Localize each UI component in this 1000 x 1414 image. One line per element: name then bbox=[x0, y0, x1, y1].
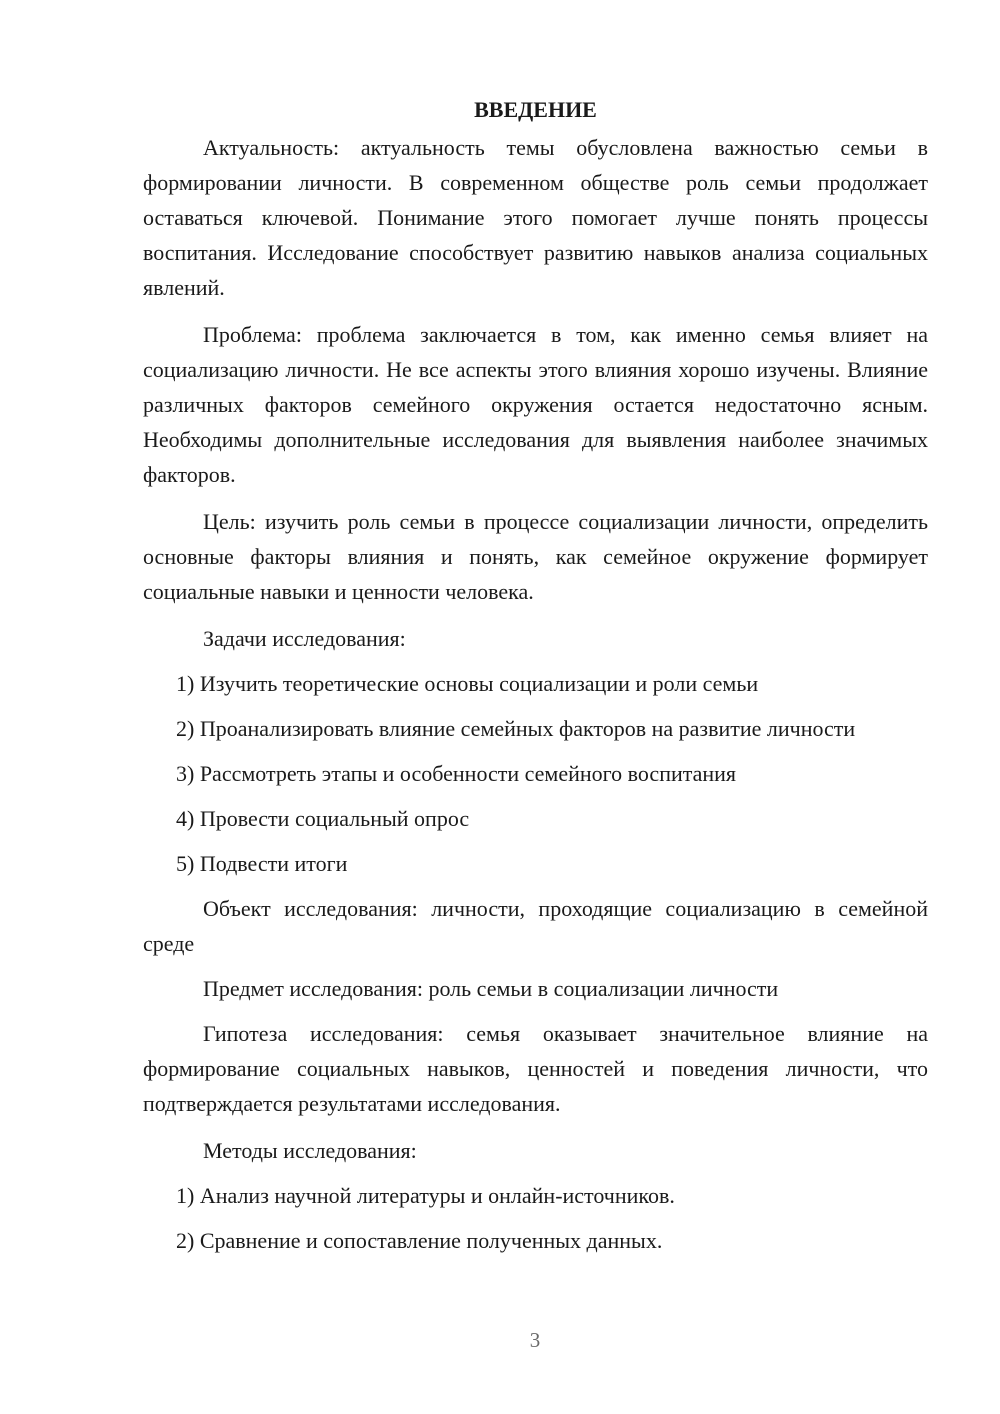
method-item-2: 2) Сравнение и сопоставление полученных данных. bbox=[176, 1228, 663, 1253]
method-item-1: 1) Анализ научной литературы и онлайн-источников. bbox=[176, 1183, 675, 1208]
document-page bbox=[143, 92, 928, 1258]
page-title: ВВЕДЕНИЕ bbox=[474, 97, 597, 122]
task-item-4: 4) Провести социальный опрос bbox=[176, 806, 470, 831]
problem-paragraph: Проблема: проблема заключается в том, как именно семья влияет на социализацию личности. Не все аспекты этого влияния хорошо изучены. Влияние различных факторов семейного окружения остается недостаточно ясным. Необходимы дополнительные исследования для выявления наиболее значимых факторов. bbox=[143, 322, 928, 487]
object-paragraph: Объект исследования: личности, проходящие социализацию в семейной среде bbox=[143, 896, 928, 956]
task-item-2: 2) Проанализировать влияние семейных факторов на развитие личности bbox=[176, 716, 856, 741]
task-item-1: 1) Изучить теоретические основы социализации и роли семьи bbox=[176, 671, 759, 696]
subject-paragraph: Предмет исследования: роль семьи в социализации личности bbox=[203, 976, 779, 1001]
hypothesis-paragraph: Гипотеза исследования: семья оказывает значительное влияние на формирование социальных навыков, ценностей и поведения личности, что подтверждается результатами исследования. bbox=[143, 1021, 928, 1116]
tasks-title: Задачи исследования: bbox=[203, 626, 406, 651]
page-number: 3 bbox=[529, 1328, 541, 1352]
goal-paragraph: Цель: изучить роль семьи в процессе социализации личности, определить основные факторы влияния и понять, как семейное окружение формирует социальные навыки и ценности человека. bbox=[143, 509, 928, 604]
relevance-paragraph: Актуальность: актуальность темы обусловлена важностью семьи в формировании личности. В современном обществе роль семьи продолжает оставаться ключевой. Понимание этого помогает лучше понять процессы воспитания. Исследование способствует развитию навыков анализа социальных явлений. bbox=[143, 135, 928, 300]
methods-title: Методы исследования: bbox=[203, 1138, 417, 1163]
task-item-5: 5) Подвести итоги bbox=[176, 851, 348, 876]
task-item-3: 3) Рассмотреть этапы и особенности семейного воспитания bbox=[176, 761, 737, 786]
